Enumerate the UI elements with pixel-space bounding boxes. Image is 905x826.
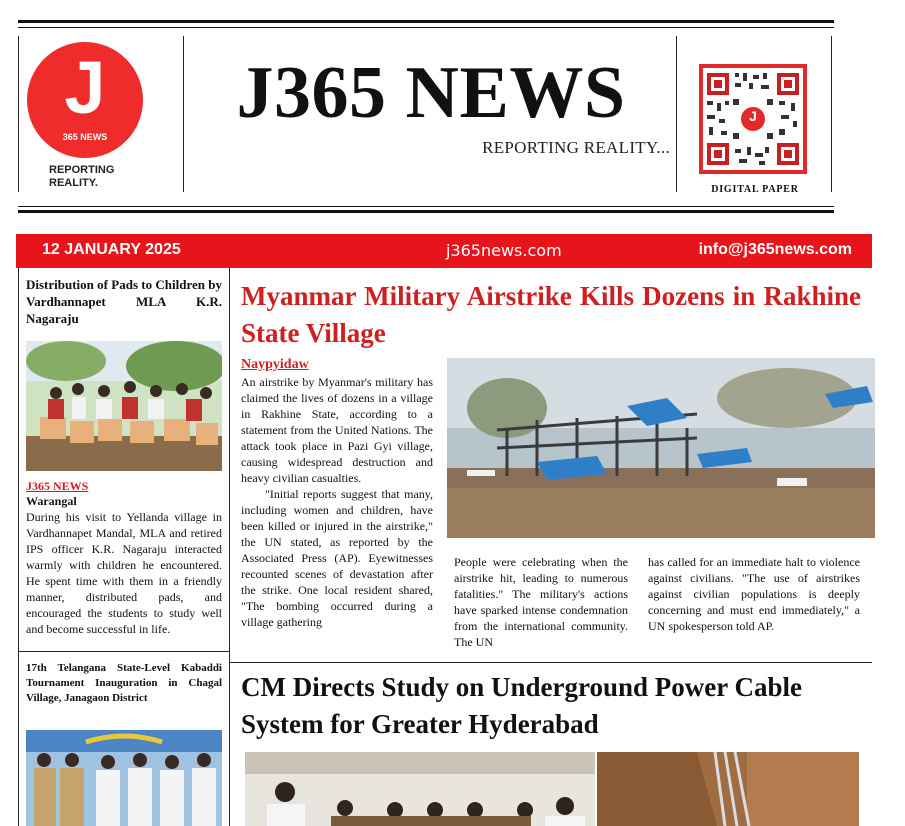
- column-divider: [229, 268, 230, 826]
- bottom-rule-thick: [18, 210, 834, 213]
- masthead-qr: [676, 36, 832, 195]
- masthead-title: [184, 36, 676, 192]
- qr-center-letter: J: [749, 108, 757, 124]
- lead-paragraph-2: "Initial reports suggest that many, including women and children, have been killed or injured in the airstrike," the UN stated, as reported by the Associated Press (AP). Eyewitnesses recounted scenes of devastation after the strike. One local resident shared, "The bombing occurred during a village gathering: [241, 487, 433, 629]
- lead-headline[interactable]: Myanmar Military Airstrike Kills Dozens in Rakhine State Village: [241, 281, 861, 348]
- lead-column-1: [241, 356, 433, 630]
- email-link[interactable]: info@j365news.com: [698, 241, 852, 258]
- cm-meeting-photo: [245, 752, 595, 826]
- sidebar-story-1-body: During his visit to Yellanda village in Vardhannapet Mandal, MLA and retired IPS officer K.R. Nagaraju interacted warmly with children he encountered. He spent time with them in a friendly manner, distributed pads, and encouraged the students to study well and become successful in life.: [26, 510, 222, 636]
- website-link[interactable]: j365news.com: [446, 241, 562, 260]
- sidebar-story-2-headline[interactable]: 17th Telangana State-Level Kabaddi Tournament Inauguration in Chagal Village, Janagaon District: [26, 662, 222, 704]
- left-column-border: [18, 268, 19, 826]
- kabaddi-inauguration-photo: [26, 730, 222, 826]
- top-rule-thick: [18, 20, 834, 23]
- article-divider: [229, 662, 872, 663]
- paper-name: J365 NEWS: [236, 52, 626, 134]
- qr-code-icon[interactable]: [699, 64, 807, 174]
- lead-column-3: has called for an immediate halt to violence against civilians. "The use of airstrikes against civilian populations is deeply concerning and must end immediately," a UN spokesperson told AP.: [648, 555, 860, 633]
- cable-trench-photo: [597, 752, 859, 826]
- lead-paragraph-1: An airstrike by Myanmar's military has claimed the lives of dozens in a village in Rakhine State, according to a statement from the United Nations. The attack took place in Pazi Gyi village, causing widespread destruction and heavy civilian casualties.: [241, 375, 433, 485]
- qr-label: DIGITAL PAPER: [711, 184, 799, 195]
- issue-date: 12 JANUARY 2025: [42, 241, 181, 258]
- lead-dateline: Naypyidaw: [241, 357, 309, 372]
- logo-tagline: REPORTING REALITY.: [49, 164, 115, 189]
- sidebar-kicker[interactable]: J365 NEWS: [26, 479, 89, 493]
- lead-column-2: People were celebrating when the airstrike hit, leading to numerous fatalities." The military's actions have sparked intense condemnation from the international community. The UN: [454, 555, 628, 649]
- paper-tagline: REPORTING REALITY...: [482, 138, 670, 157]
- sidebar-story-2: [26, 661, 222, 706]
- top-rule-thin: [18, 27, 834, 28]
- sidebar-story-1-text: [26, 479, 222, 637]
- bottom-rule-thin: [18, 206, 834, 207]
- info-bar: [16, 234, 872, 268]
- sidebar-divider: [18, 651, 229, 652]
- children-pads-photo: [26, 341, 222, 471]
- airstrike-photo: [447, 358, 875, 538]
- logo-letter: J: [64, 46, 106, 129]
- masthead-logo: [18, 36, 184, 192]
- brand-logo-icon: [27, 42, 143, 158]
- logo-name: 365 NEWS: [62, 132, 108, 142]
- sidebar-story-1: [26, 276, 222, 327]
- sidebar-location: Warangal: [26, 494, 77, 508]
- second-headline[interactable]: CM Directs Study on Underground Power Cable System for Greater Hyderabad: [241, 672, 803, 739]
- sidebar-story-1-headline[interactable]: Distribution of Pads to Children by Vardhannapet MLA K.R. Nagaraju: [26, 277, 222, 326]
